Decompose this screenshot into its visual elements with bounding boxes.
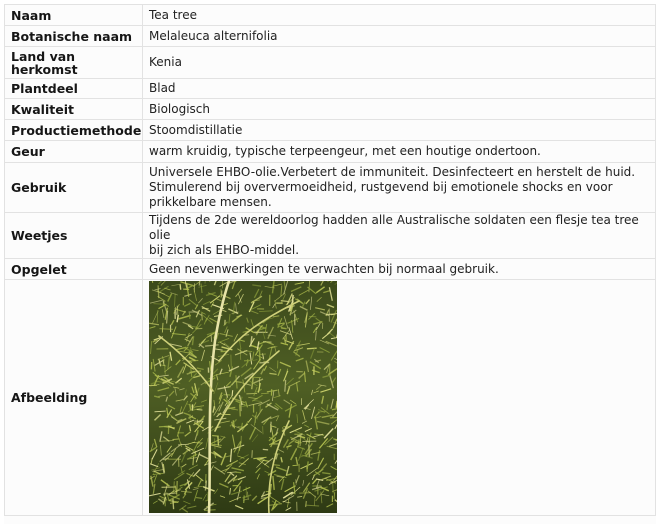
row-value: Kenia [143,47,656,79]
value-line: Universele EHBO-olie.Verbetert de immuniteit. Desinfecteert en herstelt de huid. [149,165,636,179]
table-row-geur [5,141,656,163]
value-line: Stimulerend bij oververmoeidheid, rustgevend bij emotionele shocks en voor [149,180,613,194]
plant-info-table [4,4,656,516]
row-label: Kwaliteit [5,99,143,120]
value-line: prikkelbare mensen. [149,195,272,209]
row-label: Gebruik [5,163,143,213]
value-line: bij zich als EHBO-middel. [149,243,300,257]
row-value: Tea tree [143,5,656,26]
value-line: Tijdens de 2de wereldoorlog hadden alle Australische soldaten een flesje tea tree olie [149,213,639,242]
row-value: Biologisch [143,99,656,120]
table-row-botanische-naam [5,26,656,47]
table-row-weetjes [5,213,656,259]
row-label: Opgelet [5,259,143,280]
row-value: Stoomdistillatie [143,120,656,141]
table-row-kwaliteit [5,99,656,120]
row-value: Blad [143,79,656,99]
row-label: Afbeelding [5,280,143,516]
table-row-plantdeel [5,79,656,99]
tea-tree-plant-photo [149,281,337,513]
row-label: Plantdeel [5,79,143,99]
row-label: Naam [5,5,143,26]
row-label: Productiemethode [5,120,143,141]
table-row-afbeelding [5,280,656,516]
row-value: Geen nevenwerkingen te verwachten bij normaal gebruik. [143,259,656,280]
table-row-naam [5,5,656,26]
row-label: Weetjes [5,213,143,259]
table-row-opgelet [5,259,656,280]
row-value [143,163,656,213]
row-label: Land van herkomst [5,47,143,79]
row-label: Geur [5,141,143,163]
table-row-land-van-herkomst [5,47,656,79]
row-value [143,280,656,516]
table-row-productiemethode [5,120,656,141]
product-sheet [4,4,656,524]
row-value: warm kruidig, typische terpeengeur, met een houtige ondertoon. [143,141,656,163]
row-label: Botanische naam [5,26,143,47]
table-row-gebruik [5,163,656,213]
row-value [143,213,656,259]
row-value: Melaleuca alternifolia [143,26,656,47]
